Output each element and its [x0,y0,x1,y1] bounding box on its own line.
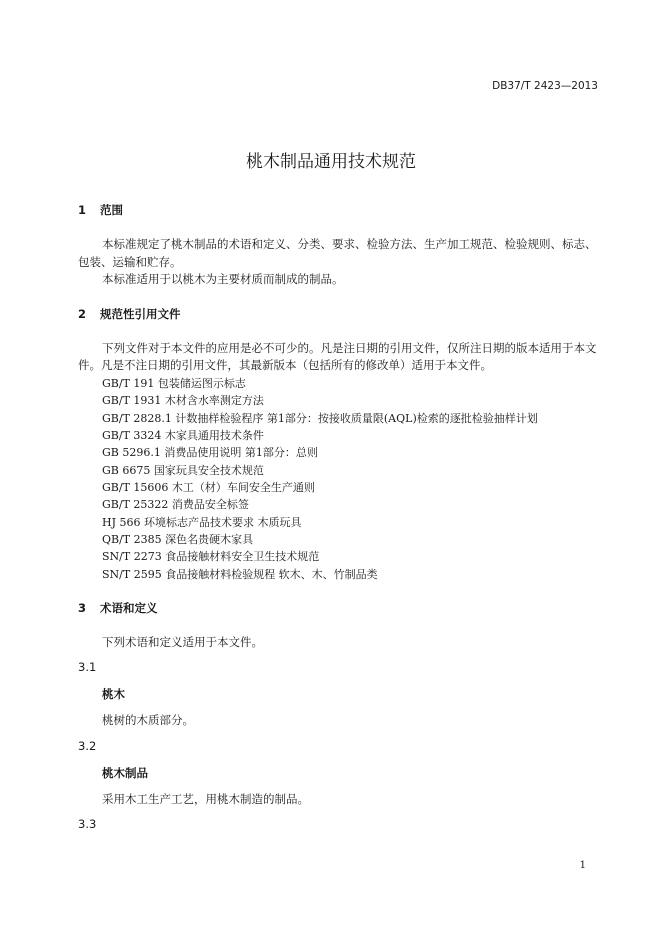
reference-item: GB/T 25322 消费品安全标签 [102,498,249,511]
section-title: 范围 [100,203,124,217]
page-title: 桃木制品通用技术规范 [246,152,416,172]
reference-item: GB/T 2828.1 计数抽样检验程序 第1部分：按接收质量限(AQL)检索的逐批检验抽样计划 [102,412,538,425]
page-number: 1 [579,860,586,871]
reference-item: HJ 566 环境标志产品技术要求 木质玩具 [102,516,302,529]
section-title: 规范性引用文件 [100,307,181,321]
section-number: 1 [78,203,87,217]
paragraph: 件。凡是不注日期的引用文件，其最新版本（包括所有的修改单）适用于本文件。 [78,358,492,372]
term-number: 3.3 [78,817,97,831]
paragraph: 包装、运输和贮存。 [78,255,182,269]
section-number: 2 [78,307,87,321]
term-name: 桃木制品 [102,766,148,780]
term-definition: 采用木工生产工艺，用桃木制造的制品。 [102,792,309,806]
term-definition: 桃树的木质部分。 [102,713,194,727]
reference-item: QB/T 2385 深色名贵硬木家具 [102,533,254,546]
reference-item: GB/T 15606 木工（材）车间安全生产通则 [102,481,315,494]
section-heading-terms-and-definitions [78,600,158,616]
term-number: 3.2 [78,739,97,753]
paragraph: 下列术语和定义适用于本文件。 [102,635,263,649]
document-id: DB37/T 2423—2013 [492,80,598,92]
paragraph: 本标准规定了桃木制品的术语和定义、分类、要求、检验方法、生产加工规范、检验规则、标志、 [102,237,597,251]
section-number: 3 [78,601,87,615]
paragraph: 下列文件对于本文件的应用是必不可少的。凡是注日期的引用文件，仅所注日期的版本适用于本文 [102,341,597,355]
reference-item: GB/T 1931 木材含水率测定方法 [102,394,264,407]
section-heading-normative-references [78,306,181,322]
reference-item: GB 5296.1 消费品使用说明 第1部分：总则 [102,446,318,459]
reference-item: GB/T 3324 木家具通用技术条件 [102,429,264,442]
reference-item: GB/T 191 包装储运图示标志 [102,377,246,390]
reference-item: SN/T 2273 食品接触材料安全卫生技术规范 [102,550,320,563]
reference-item: SN/T 2595 食品接触材料检验规程 软木、木、竹制品类 [102,568,378,581]
paragraph: 本标准适用于以桃木为主要材质而制成的制品。 [102,272,344,286]
section-heading-scope [78,202,123,218]
term-name: 桃木 [102,687,125,701]
section-title: 术语和定义 [100,601,158,615]
reference-item: GB 6675 国家玩具安全技术规范 [102,464,264,477]
term-number: 3.1 [78,660,97,674]
